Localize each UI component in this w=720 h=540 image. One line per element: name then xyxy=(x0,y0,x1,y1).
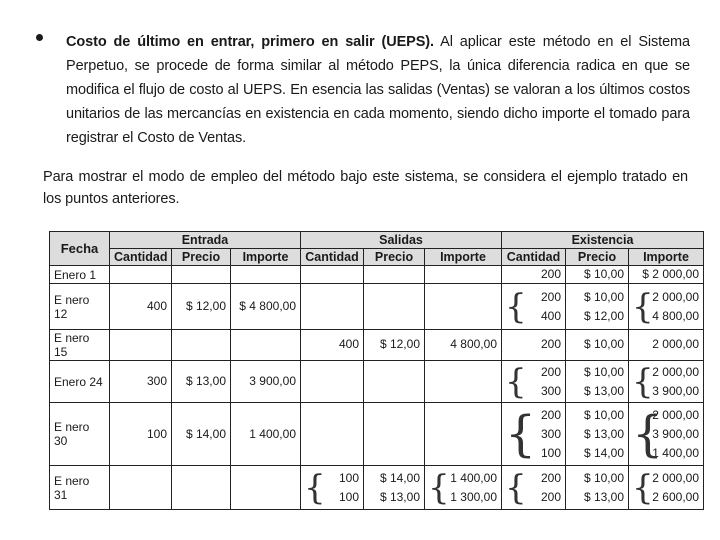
cell-value: 200 xyxy=(540,267,561,282)
cell-value: 2 000,00 xyxy=(652,289,700,304)
cell-exi-precio xyxy=(566,284,629,330)
cell-value: $ 12,00 xyxy=(185,299,226,314)
cell-exi-cantidad xyxy=(502,466,566,510)
cell-value: 200 xyxy=(540,364,561,379)
cell-sal-precio xyxy=(364,360,425,403)
cell-fecha: Enero 24 xyxy=(50,360,110,403)
table-row xyxy=(50,360,704,403)
header-importe: Importe xyxy=(231,249,301,266)
brace-icon: { xyxy=(632,405,664,463)
cell-exi-precio xyxy=(566,329,629,360)
cell-value: 2 000,00 xyxy=(652,364,700,379)
cell-exi-cantidad xyxy=(502,266,566,284)
table-row xyxy=(50,403,704,466)
cell-value: 200 xyxy=(540,407,561,422)
cell-sal-cantidad xyxy=(301,466,364,510)
cell-value: 100 xyxy=(338,489,359,504)
cell-ent-precio xyxy=(172,403,231,466)
brace-icon: { xyxy=(632,467,654,508)
bullet-body: Al aplicar este método en el Sistema Perpetuo, se procede de forma similar al método PEPS, la única diferencia radica en que se modifica el flujo de costo al UEPS. En esencia las salidas (Ventas) se valoran a los últimos costos unitarios de las mercancías en existencia en cada momento, siendo dicho importe el tomado para registrar el Costo de Ventas. xyxy=(66,34,690,146)
cell-value: 3 900,00 xyxy=(249,374,296,389)
cell-ent-precio xyxy=(172,329,231,360)
cell-value: 2 000,00 xyxy=(652,337,700,352)
cell-value: 2 600,00 xyxy=(652,489,700,504)
cell-ent-precio xyxy=(172,466,231,510)
cell-fecha: E nero 30 xyxy=(50,403,110,466)
cell-value: 100 xyxy=(540,445,561,460)
cell-exi-importe xyxy=(629,329,704,360)
brace-icon: { xyxy=(505,361,527,402)
header-salidas: Salidas xyxy=(301,232,502,249)
header-importe: Importe xyxy=(629,249,704,266)
cell-ent-importe xyxy=(231,360,301,403)
bullet-title: Costo de último en entrar, primero en salir (UEPS). xyxy=(66,34,434,50)
cell-exi-importe xyxy=(629,284,704,330)
cell-ent-cantidad xyxy=(110,403,172,466)
table-row xyxy=(50,466,704,510)
cell-sal-importe xyxy=(425,266,502,284)
cell-exi-precio xyxy=(566,403,629,466)
bullet-text xyxy=(66,30,690,150)
cell-ent-cantidad xyxy=(110,360,172,403)
header-precio: Precio xyxy=(566,249,629,266)
cell-value: $ 10,00 xyxy=(583,470,624,485)
bullet-icon xyxy=(36,34,43,41)
cell-exi-importe xyxy=(629,266,704,284)
cell-exi-precio xyxy=(566,466,629,510)
cell-value: $ 13,00 xyxy=(379,489,420,504)
cell-value: 4 800,00 xyxy=(450,337,497,352)
cell-fecha: E nero 31 xyxy=(50,466,110,510)
cell-value: 100 xyxy=(338,470,359,485)
header-cantidad: Cantidad xyxy=(502,249,566,266)
brace-icon: { xyxy=(632,361,654,402)
brace-icon: { xyxy=(304,467,326,508)
cell-value: 400 xyxy=(146,299,167,314)
cell-value: $ 10,00 xyxy=(583,267,624,282)
cell-value: $ 12,00 xyxy=(379,337,420,352)
cell-ent-cantidad xyxy=(110,266,172,284)
brace-icon: { xyxy=(428,467,450,508)
table-row xyxy=(50,284,704,330)
cell-exi-precio xyxy=(566,360,629,403)
cell-value: $ 14,00 xyxy=(583,445,624,460)
cell-value: $ 13,00 xyxy=(583,489,624,504)
header-cantidad: Cantidad xyxy=(301,249,364,266)
cell-value: 400 xyxy=(338,337,359,352)
brace-icon: { xyxy=(505,286,527,327)
cell-sal-precio xyxy=(364,266,425,284)
ueps-table xyxy=(49,231,704,510)
cell-sal-importe xyxy=(425,466,502,510)
cell-value: 200 xyxy=(540,289,561,304)
cell-value: $ 10,00 xyxy=(583,337,624,352)
cell-value: 200 xyxy=(540,470,561,485)
cell-sal-cantidad xyxy=(301,329,364,360)
cell-exi-precio xyxy=(566,266,629,284)
cell-value: 3 900,00 xyxy=(652,426,700,441)
cell-sal-precio xyxy=(364,403,425,466)
cell-ent-importe xyxy=(231,403,301,466)
cell-value: 1 400,00 xyxy=(652,445,700,460)
table-body xyxy=(50,266,704,510)
cell-ent-importe xyxy=(231,284,301,330)
brace-icon: { xyxy=(632,286,654,327)
cell-value: 300 xyxy=(540,383,561,398)
cell-value: $ 14,00 xyxy=(379,470,420,485)
cell-value: 1 300,00 xyxy=(450,489,497,504)
cell-sal-importe xyxy=(425,360,502,403)
cell-sal-precio xyxy=(364,466,425,510)
cell-value: 1 400,00 xyxy=(249,426,296,441)
cell-value: 2 000,00 xyxy=(652,407,700,422)
cell-exi-importe xyxy=(629,360,704,403)
cell-ent-importe xyxy=(231,266,301,284)
cell-ent-precio xyxy=(172,266,231,284)
cell-sal-importe xyxy=(425,403,502,466)
cell-sal-cantidad xyxy=(301,360,364,403)
header-precio: Precio xyxy=(172,249,231,266)
cell-ent-precio xyxy=(172,360,231,403)
cell-sal-precio xyxy=(364,284,425,330)
cell-exi-cantidad xyxy=(502,284,566,330)
brace-icon: { xyxy=(505,467,527,508)
cell-sal-cantidad xyxy=(301,284,364,330)
cell-value: 4 800,00 xyxy=(652,308,700,323)
cell-exi-cantidad xyxy=(502,360,566,403)
cell-value: 3 900,00 xyxy=(652,383,700,398)
cell-ent-importe xyxy=(231,329,301,360)
cell-sal-precio xyxy=(364,329,425,360)
cell-value: $ 10,00 xyxy=(583,364,624,379)
header-fecha: Fecha xyxy=(50,232,110,266)
cell-value: $ 12,00 xyxy=(583,308,624,323)
cell-ent-importe xyxy=(231,466,301,510)
cell-value: $ 14,00 xyxy=(185,426,226,441)
cell-ent-precio xyxy=(172,284,231,330)
cell-ent-cantidad xyxy=(110,329,172,360)
cell-value: $ 13,00 xyxy=(583,426,624,441)
cell-sal-importe xyxy=(425,284,502,330)
cell-sal-cantidad xyxy=(301,403,364,466)
cell-fecha: E nero 12 xyxy=(50,284,110,330)
cell-value: $ 10,00 xyxy=(583,407,624,422)
table-row xyxy=(50,329,704,360)
cell-value: 2 000,00 xyxy=(652,470,700,485)
cell-ent-cantidad xyxy=(110,284,172,330)
cell-value: 300 xyxy=(540,426,561,441)
cell-sal-importe xyxy=(425,329,502,360)
cell-value: $ 2 000,00 xyxy=(642,267,700,282)
cell-sal-cantidad xyxy=(301,266,364,284)
cell-value: 1 400,00 xyxy=(450,470,497,485)
header-precio: Precio xyxy=(364,249,425,266)
cell-value: 400 xyxy=(540,308,561,323)
cell-exi-importe xyxy=(629,466,704,510)
cell-value: 300 xyxy=(146,374,167,389)
cell-value: 200 xyxy=(540,489,561,504)
cell-value: $ 13,00 xyxy=(583,383,624,398)
header-existencia: Existencia xyxy=(502,232,704,249)
header-importe: Importe xyxy=(425,249,502,266)
cell-ent-cantidad xyxy=(110,466,172,510)
intro-paragraph: Para mostrar el modo de empleo del método bajo este sistema, se considera el ejemplo tratado en los puntos anteriores. xyxy=(43,169,688,207)
cell-exi-cantidad xyxy=(502,403,566,466)
cell-value: $ 10,00 xyxy=(583,289,624,304)
cell-exi-importe xyxy=(629,403,704,466)
cell-value: $ 4 800,00 xyxy=(239,299,296,314)
brace-icon: { xyxy=(505,405,537,463)
header-entrada: Entrada xyxy=(110,232,301,249)
cell-fecha: Enero 1 xyxy=(50,266,110,284)
header-cantidad: Cantidad xyxy=(110,249,172,266)
bullet-paragraph xyxy=(36,30,690,150)
cell-exi-cantidad xyxy=(502,329,566,360)
cell-value: 200 xyxy=(540,337,561,352)
cell-value: $ 13,00 xyxy=(185,374,226,389)
table-row xyxy=(50,266,704,284)
cell-fecha: E nero 15 xyxy=(50,329,110,360)
cell-value: 100 xyxy=(146,426,167,441)
